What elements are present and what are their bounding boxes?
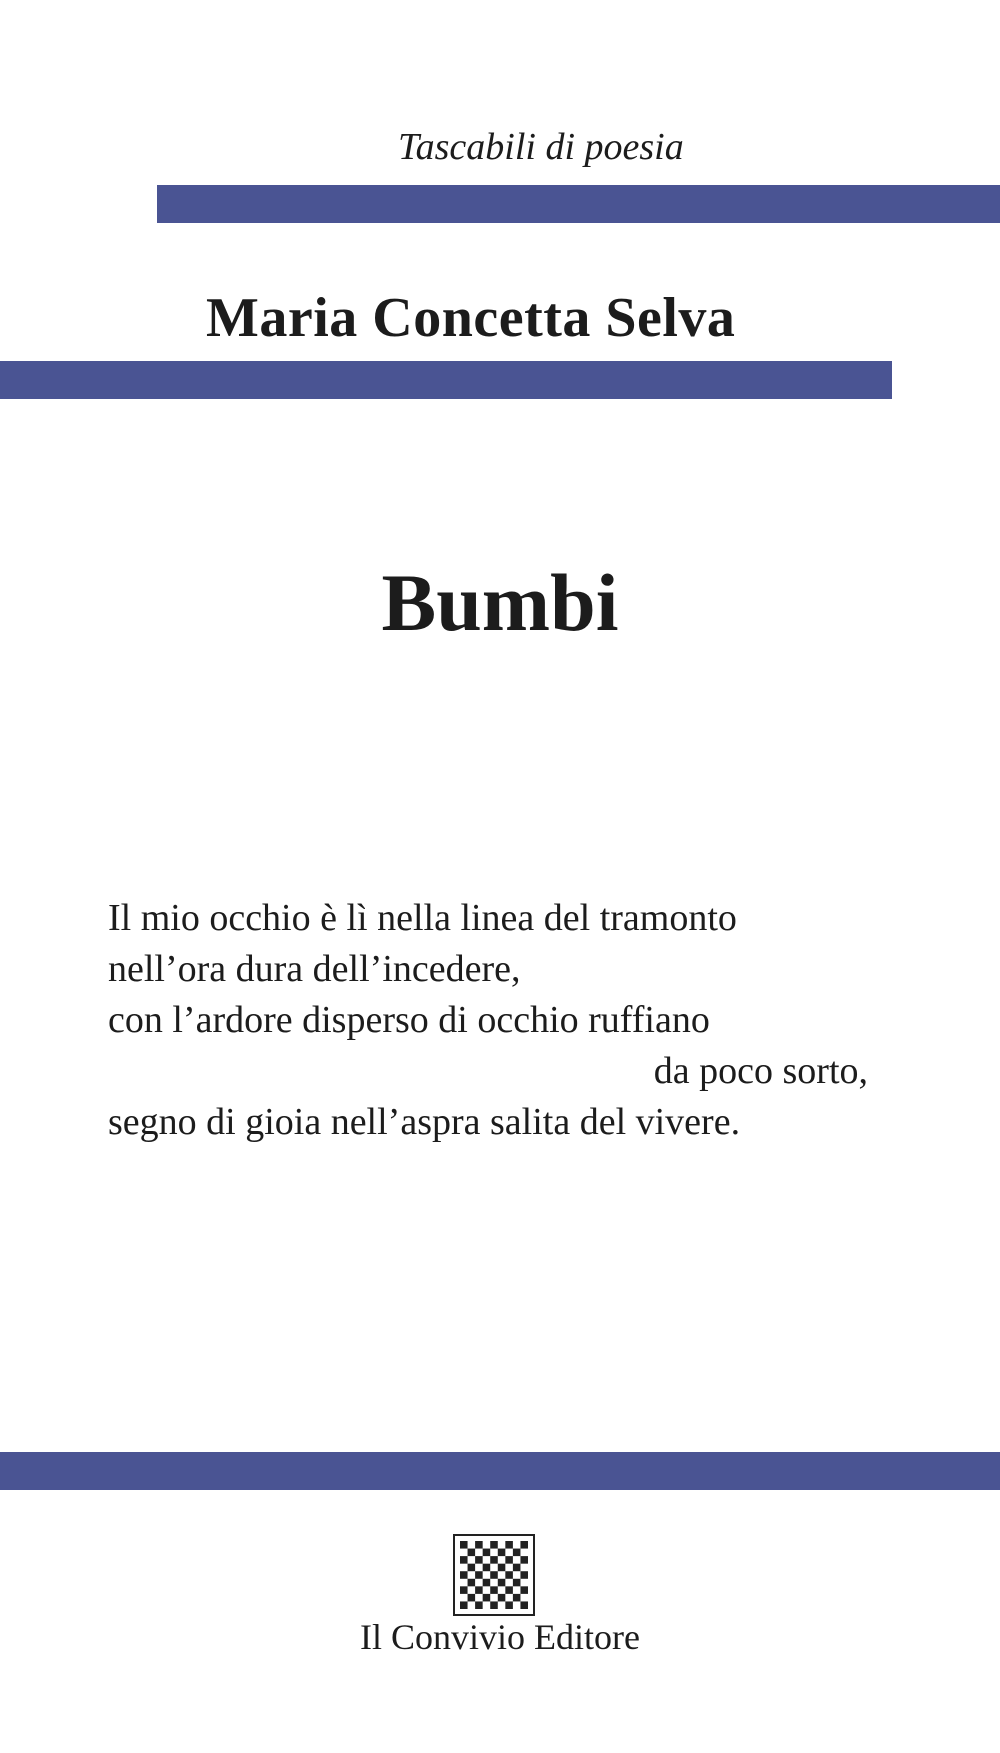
logo-square	[460, 1556, 468, 1564]
logo-square	[468, 1579, 476, 1587]
top-bar	[157, 185, 1000, 223]
poem-excerpt	[108, 893, 888, 1148]
logo-square	[520, 1601, 528, 1609]
logo-square	[475, 1586, 483, 1594]
book-title: Bumbi	[381, 557, 619, 648]
logo-square	[520, 1571, 528, 1579]
logo-square	[483, 1564, 491, 1572]
logo-square	[498, 1594, 506, 1602]
logo-square	[475, 1556, 483, 1564]
logo-square	[490, 1556, 498, 1564]
logo-square	[513, 1579, 521, 1587]
logo-square	[475, 1541, 483, 1549]
logo-square	[498, 1564, 506, 1572]
logo-square	[505, 1556, 513, 1564]
logo-square	[520, 1541, 528, 1549]
poem-line: da poco sorto,	[653, 1050, 868, 1092]
author-name: Maria Concetta Selva	[206, 287, 736, 349]
logo-square	[490, 1541, 498, 1549]
logo-square	[468, 1594, 476, 1602]
logo-square	[490, 1601, 498, 1609]
logo-square	[475, 1601, 483, 1609]
logo-square	[513, 1549, 521, 1557]
logo-square	[460, 1586, 468, 1594]
logo-square	[460, 1571, 468, 1579]
poem-line: nell’ora dura dell’incedere,	[108, 948, 521, 990]
publisher-name: Il Convivio Editore	[360, 1617, 640, 1657]
logo-square	[490, 1571, 498, 1579]
logo-square	[460, 1601, 468, 1609]
checkerboard-pattern	[460, 1541, 528, 1609]
logo-square	[483, 1594, 491, 1602]
logo-square	[483, 1579, 491, 1587]
logo-square	[490, 1586, 498, 1594]
series-name: Tascabili di poesia	[398, 126, 684, 168]
logo-square	[505, 1586, 513, 1594]
logo-square	[475, 1571, 483, 1579]
logo-square	[520, 1586, 528, 1594]
logo-square	[520, 1556, 528, 1564]
poem-line: Il mio occhio è lì nella linea del tramonto	[108, 897, 737, 939]
logo-square	[468, 1564, 476, 1572]
logo-square	[460, 1541, 468, 1549]
author-bar	[0, 361, 892, 399]
logo-square	[498, 1549, 506, 1557]
logo-square	[483, 1549, 491, 1557]
bottom-bar	[0, 1452, 1000, 1490]
logo-square	[468, 1549, 476, 1557]
logo-square	[498, 1579, 506, 1587]
logo-square	[513, 1594, 521, 1602]
logo-square	[505, 1541, 513, 1549]
checkerboard-logo-icon	[453, 1534, 535, 1616]
logo-square	[505, 1601, 513, 1609]
poem-line: con l’ardore disperso di occhio ruffiano	[108, 999, 710, 1041]
poem-line: segno di gioia nell’aspra salita del vivere.	[108, 1101, 741, 1143]
logo-square	[505, 1571, 513, 1579]
logo-square	[513, 1564, 521, 1572]
